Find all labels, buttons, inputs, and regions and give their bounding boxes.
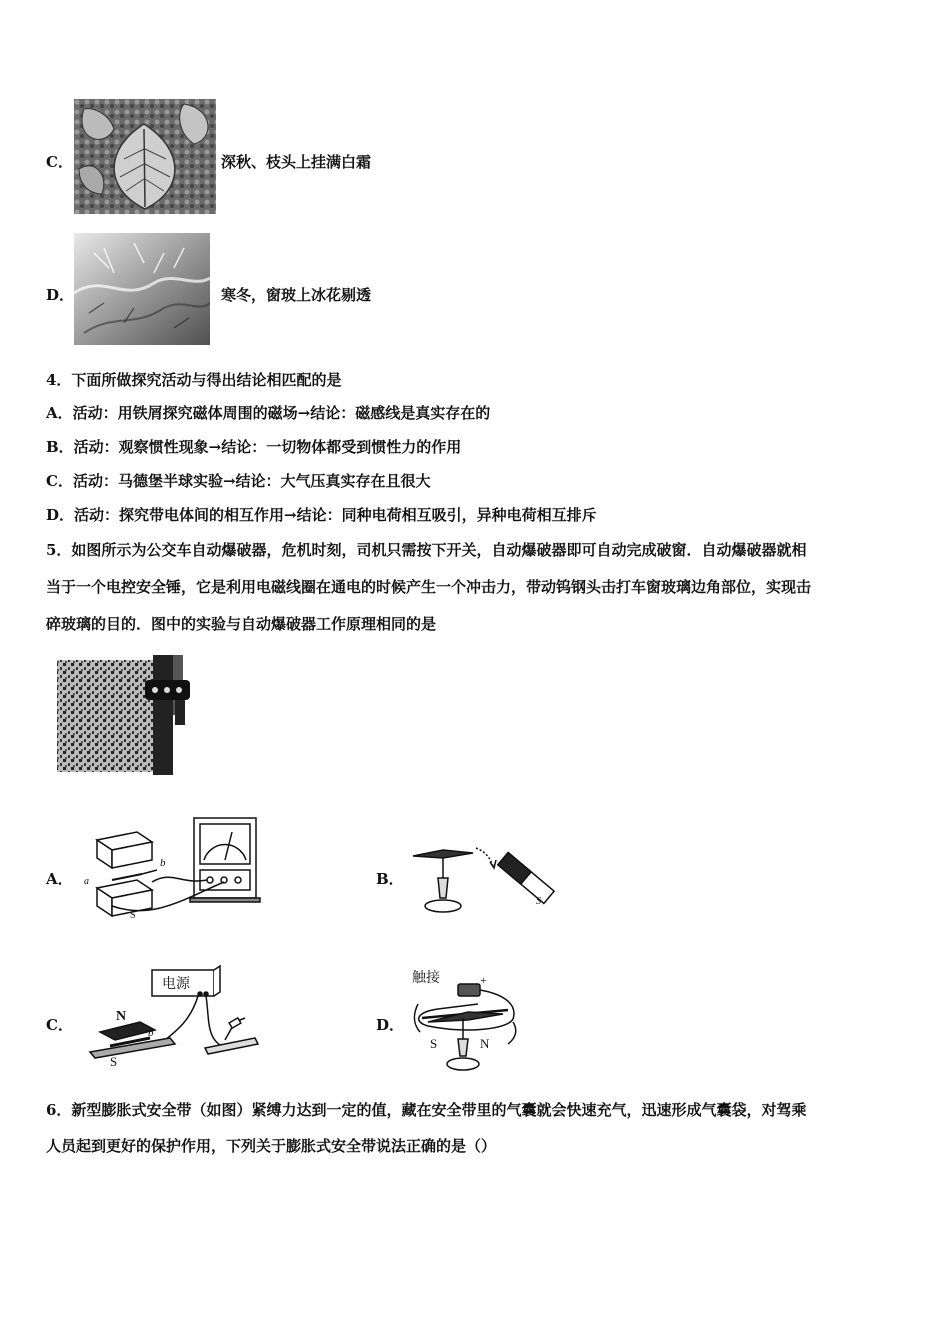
q4-option-b: B．活动：观察惯性现象→结论：一切物体都受到惯性力的作用: [46, 438, 462, 456]
anno-plus: +: [480, 973, 487, 987]
anno-b: b: [160, 857, 166, 869]
q4-option-d: D．活动：探究带电体间的相互作用→结论：同种电荷相互吸引，异种电荷相互排斥: [46, 506, 597, 524]
anno-s-d: S: [430, 1036, 438, 1051]
q5-stem-line-1: 5．如图所示为公交车自动爆破器，危机时刻，司机只需按下开关，自动爆破器即可自动完成破窗．自动爆破器就相: [46, 541, 807, 559]
anno-n: N: [116, 1009, 127, 1024]
q4-option-a: A．活动：用铁屑探究磁体周围的磁场→结论：磁感线是真实存在的: [46, 404, 491, 422]
option-label-c: C．: [46, 153, 73, 171]
anno-s: S: [130, 910, 136, 921]
q5-option-label-d: D．: [376, 1016, 405, 1034]
ice-flowers-on-window-photo: [74, 233, 210, 345]
anno-a: a: [84, 876, 89, 887]
anno-touch: 触接: [412, 971, 440, 986]
anno-n-d: N: [480, 1036, 490, 1051]
q5-option-label-a: A．: [46, 870, 73, 888]
anno-power: 电源: [162, 977, 190, 992]
q4-stem: 4．下面所做探究活动与得出结论相匹配的是: [46, 371, 342, 389]
q5-stem-line-2: 当于一个电控安全锤，它是利用电磁线圈在通电的时候产生一个冲击力，带动钨钢头击打车窗玻璃边角部位，实现击: [46, 578, 812, 596]
q5-option-label-c: C．: [46, 1016, 73, 1034]
q5-stem-line-3: 碎玻璃的目的．图中的实验与自动爆破器工作原理相同的是: [46, 615, 437, 633]
option-label-d: D．: [46, 286, 75, 304]
frost-on-leaves-photo: [74, 99, 216, 214]
q4-option-c: C．活动：马德堡半球实验→结论：大气压真实存在且很大: [46, 472, 431, 490]
anno-s-b: S: [536, 896, 541, 907]
anno-b-c: b: [148, 1027, 154, 1039]
compass-and-magnet: [408, 838, 558, 918]
electromagnetic-induction-apparatus: [82, 810, 262, 922]
auto-window-breaker-photo: [55, 655, 195, 775]
option-c-text: 深秋、枝头上挂满白霜: [221, 153, 372, 171]
anno-s-c: S: [110, 1054, 118, 1068]
q6-stem-line-1: 6．新型膨胀式安全带（如图）紧缚力达到一定的值，藏在安全带里的气囊就会快速充气，迅速形成气囊袋，对驾乘: [46, 1101, 807, 1119]
option-d-text: 寒冬，窗玻上冰花剔透: [221, 286, 372, 304]
q5-option-label-b: B．: [376, 870, 404, 888]
oersted-experiment: [408, 964, 523, 1076]
energized-conductor-in-magnetic-field: [80, 962, 265, 1068]
q6-stem-line-2: 人员起到更好的保护作用，下列关于膨胀式安全带说法正确的是（）: [46, 1137, 497, 1155]
